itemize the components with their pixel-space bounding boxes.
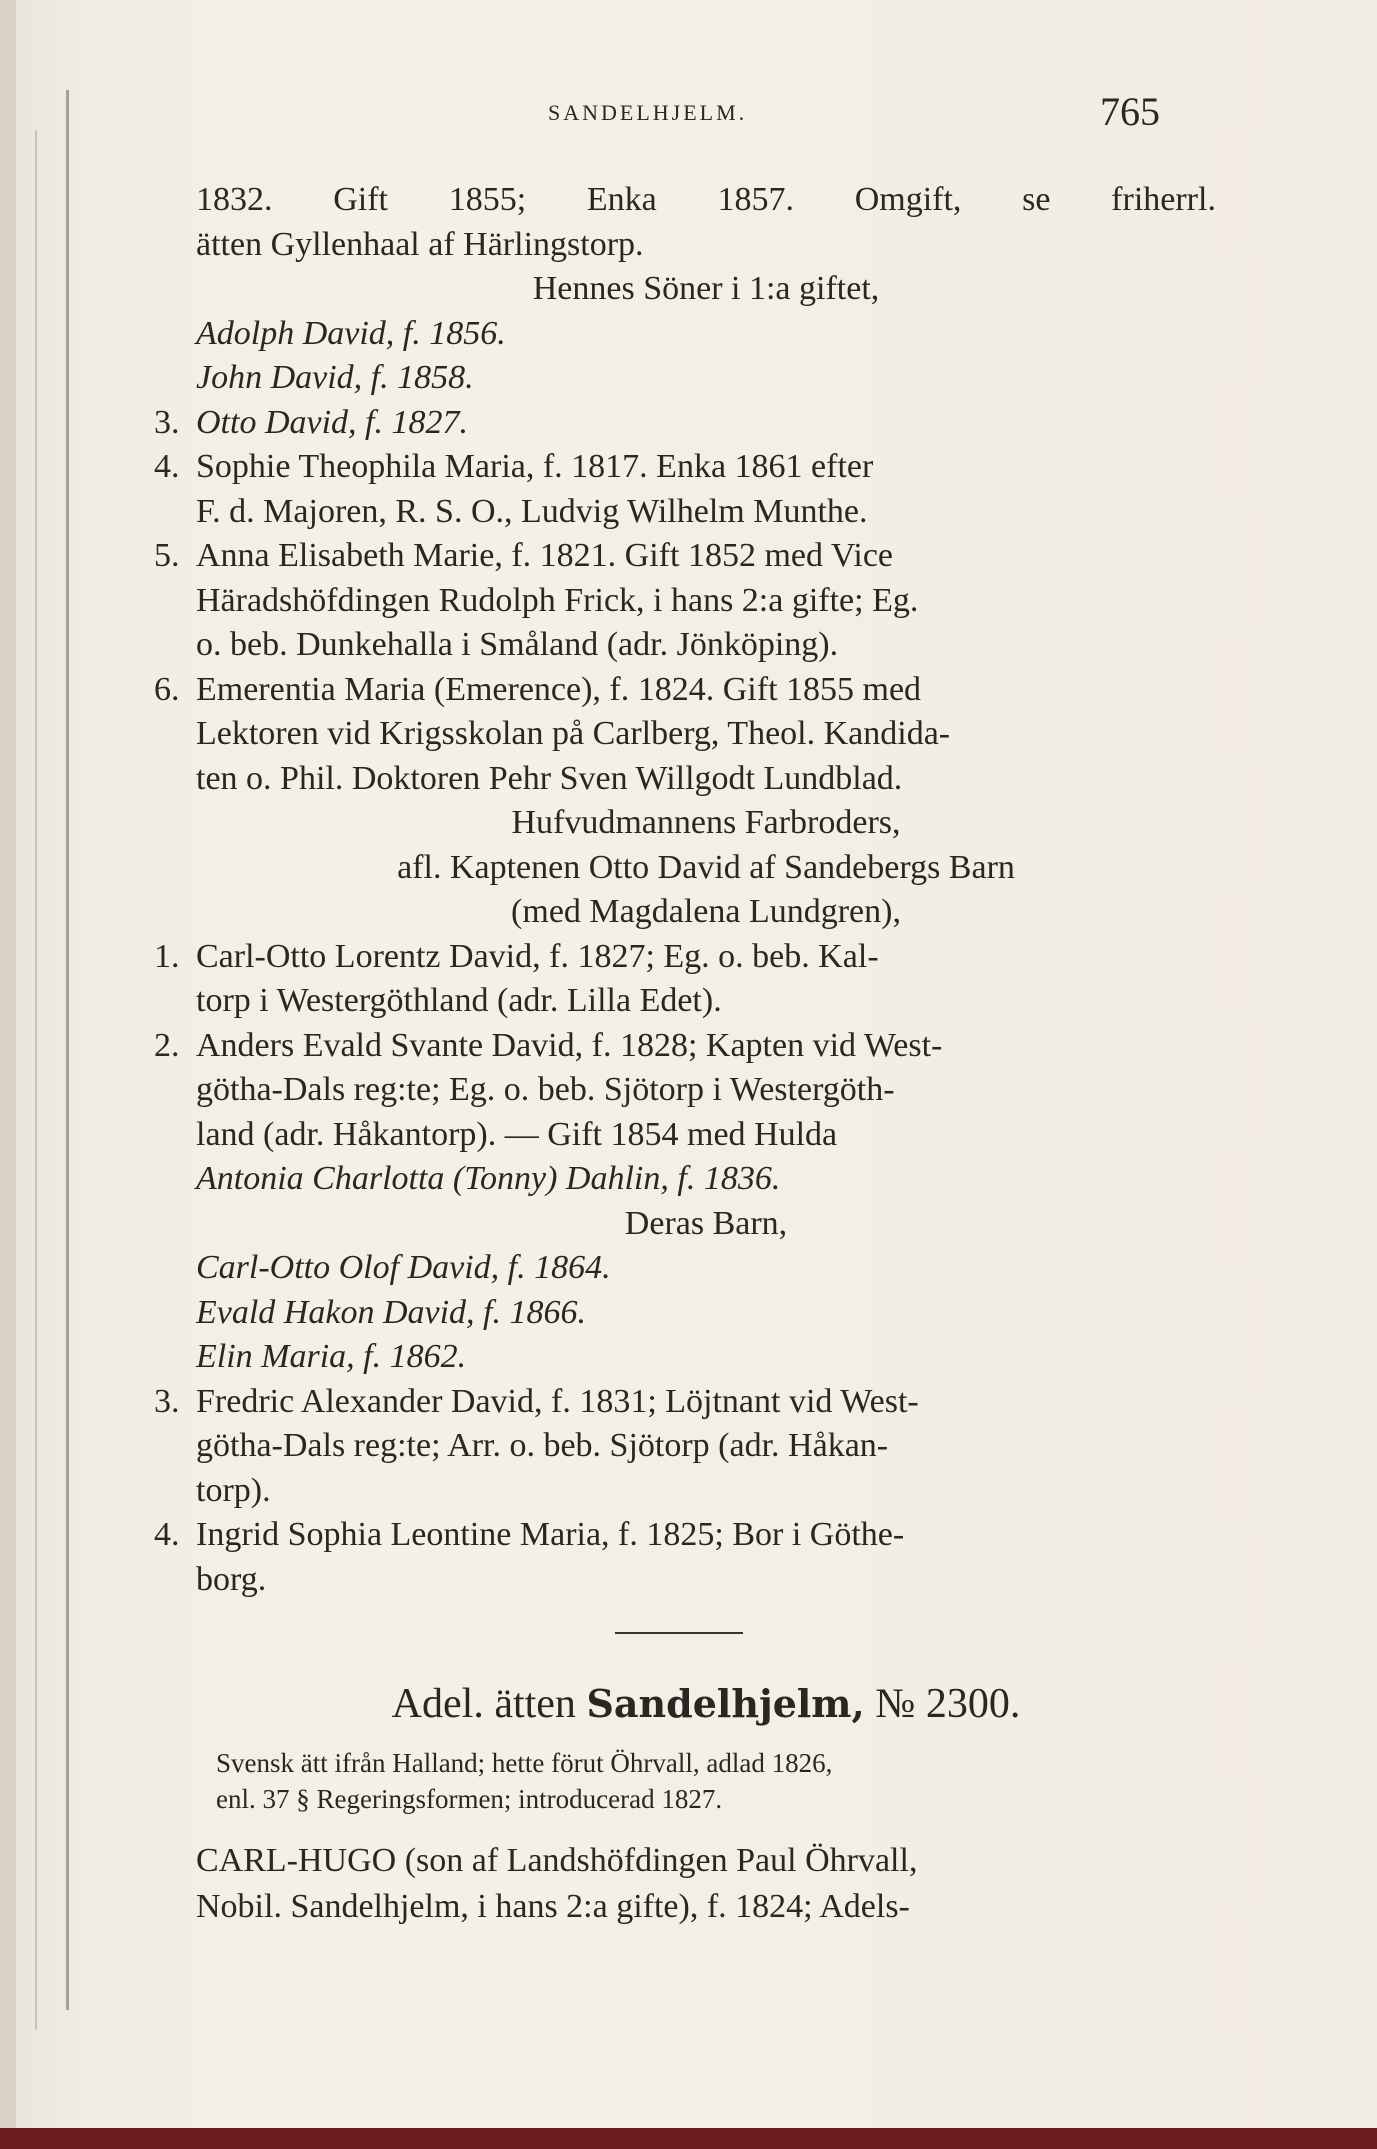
page-header [0, 88, 1377, 138]
text-line: götha-Dals reg:te; Arr. o. beb. Sjötorp (adr. Håkan- [196, 1427, 889, 1464]
heading-prefix: Adel. ätten [391, 1681, 576, 1727]
text-line: 1. Carl-Otto Lorentz David, f. 1827; Eg. o. beb. Kal- [154, 937, 879, 975]
subheading: Hufvudmannens Farbroders, [511, 804, 901, 841]
section-heading [196, 1680, 1216, 1728]
text-line: götha-Dals reg:te; Eg. o. beb. Sjötorp i Westergöth- [196, 1071, 895, 1108]
running-title: SANDELHJELM. [548, 100, 748, 125]
family-entry [196, 1838, 1216, 1930]
text-line: 4. Sophie Theophila Maria, f. 1817. Enka 1861 efter [154, 448, 874, 485]
binding-shadow [35, 130, 37, 2030]
text-line: Häradshöfdingen Rudolph Frick, i hans 2:a gifte; Eg. [196, 581, 919, 619]
text-line: ätten Gyllenhaal af Härlingstorp. [196, 225, 644, 263]
text-line: Evald Hakon David, f. 1866. [196, 1293, 586, 1331]
entry-text [154, 178, 1216, 1602]
entry-line: Nobil. Sandelhjelm, i hans 2:a gifte), f. 1824; Adels- [196, 1888, 910, 1925]
page-edge [0, 0, 16, 2149]
section-divider [615, 1632, 743, 1634]
text-line: torp). [196, 1471, 271, 1509]
note-line: enl. 37 § Regeringsformen; introducerad 1827. [216, 1784, 723, 1814]
subheading: Deras Barn, [624, 1204, 788, 1242]
text-line: 6. Emerentia Maria (Emerence), f. 1824. Gift 1855 med [154, 670, 922, 708]
text-line: 5. Anna Elisabeth Marie, f. 1821. Gift 1852 med Vice [154, 537, 893, 574]
text-line: Lektoren vid Krigsskolan på Carlberg, Theol. Kandida- [196, 715, 951, 752]
text-line: 3. Otto David, f. 1827. [154, 403, 468, 441]
family-number: № 2300. [875, 1681, 1021, 1727]
page-bottom-edge [0, 2128, 1377, 2149]
text-line: Adolph David, f. 1856. [196, 314, 506, 352]
text-line: o. beb. Dunkehalla i Småland (adr. Jönköping). [196, 626, 839, 663]
entry-line: CARL-HUGO (son af Landshöfdingen Paul Öhrvall, [196, 1842, 918, 1879]
text-line: torp i Westergöthland (adr. Lilla Edet). [196, 982, 722, 1019]
text-line: borg. [196, 1560, 267, 1598]
text-line: 4. Ingrid Sophia Leontine Maria, f. 1825; Bor i Göthe- [154, 1516, 905, 1553]
text-line: 1832. Gift 1855; Enka 1857. Omgift, se friherrl. [196, 181, 1216, 218]
page-number: 765 [1100, 89, 1160, 134]
text-line: 2. Anders Evald Svante David, f. 1828; Kapten vid West- [154, 1026, 943, 1064]
text-line: Carl-Otto Olof David, f. 1864. [196, 1249, 611, 1286]
text-line: F. d. Majoren, R. S. O., Ludvig Wilhelm Munthe. [196, 492, 868, 530]
text-line: Antonia Charlotta (Tonny) Dahlin, f. 1836. [196, 1160, 781, 1197]
subheading: (med Magdalena Lundgren), [511, 893, 901, 930]
text-line: 3. Fredric Alexander David, f. 1831; Löjtnant vid West- [154, 1382, 919, 1420]
binding-line [66, 90, 69, 2010]
text-line: land (adr. Håkantorp). — Gift 1854 med Hulda [196, 1115, 838, 1153]
text-line: Elin Maria, f. 1862. [196, 1338, 467, 1375]
family-name: Sandelhjelm, [586, 1681, 865, 1726]
text-line: ten o. Phil. Doktoren Pehr Sven Willgodt Lundblad. [196, 759, 903, 797]
family-note [216, 1745, 1216, 1817]
subheading: afl. Kaptenen Otto David af Sandebergs Barn [397, 848, 1015, 886]
note-line: Svensk ätt ifrån Halland; hette förut Öhrvall, adlad 1826, [216, 1748, 833, 1778]
text-line: John David, f. 1858. [196, 359, 474, 396]
subheading: Hennes Söner i 1:a giftet, [532, 270, 880, 307]
